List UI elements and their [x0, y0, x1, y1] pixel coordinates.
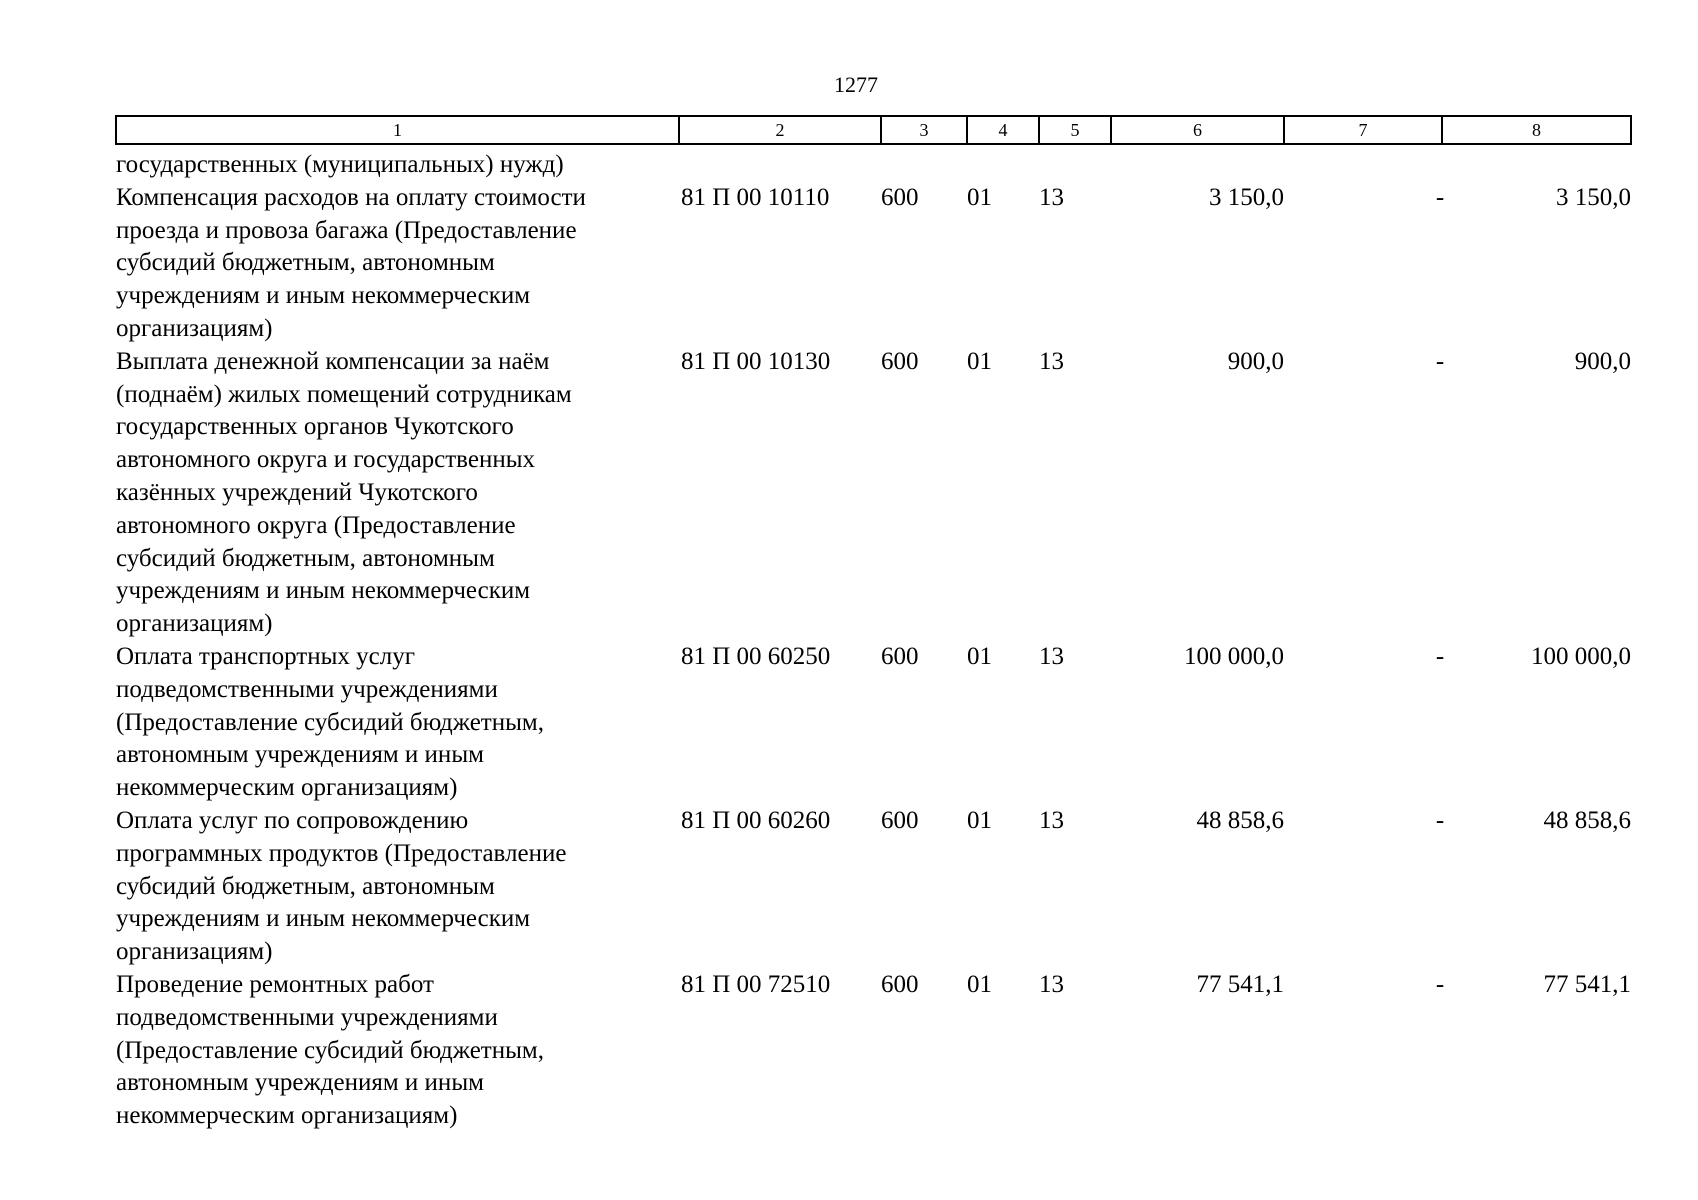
- table-row: [116, 969, 1631, 1133]
- row-sum8-cell: 48 858,6: [1543, 806, 1631, 834]
- row-sum6-cell: 900,0: [1227, 347, 1284, 375]
- table-row: [116, 182, 1631, 346]
- row-sum7-cell: [1284, 805, 1445, 969]
- row-sum6-cell: 100 000,0: [1184, 642, 1284, 670]
- row-name-line: некоммерческим организациям): [116, 1102, 458, 1130]
- row-sum7-cell: [1284, 969, 1445, 1133]
- row-rz-cell: 01: [967, 642, 992, 670]
- row-sum7-cell: [1284, 182, 1445, 346]
- row-sum6-cell: 3 150,0: [1209, 183, 1284, 211]
- row-name-line: автономного округа и государственных: [116, 446, 535, 474]
- row-name-line: автономного округа (Предоставление: [116, 511, 516, 539]
- budget-table: [115, 115, 1632, 1133]
- row-code-cell: 81 П 00 10110: [681, 183, 830, 211]
- row-sum7-value: -: [1435, 642, 1445, 670]
- row-sum7-value: -: [1435, 970, 1445, 998]
- table-row: [116, 346, 1631, 641]
- table-row: [116, 641, 1631, 805]
- row-sum7-cell: [1284, 641, 1445, 805]
- row-name-line: Проведение ремонтных работ: [116, 970, 434, 998]
- table-body: [116, 144, 1631, 1133]
- page-number: 1277: [834, 72, 878, 97]
- row-code-cell: 81 П 00 60260: [681, 806, 831, 834]
- row-name-cell: [116, 346, 679, 641]
- row-name-line: казённых учреждений Чукотского: [116, 478, 478, 506]
- continuation-text: государственных (муниципальных) нужд): [116, 151, 564, 178]
- table-header: [116, 116, 1631, 144]
- row-name-line: Оплата транспортных услуг: [116, 642, 415, 670]
- row-rz-cell: 01: [967, 347, 992, 375]
- row-sum7-cell: [1284, 346, 1445, 641]
- row-name-line: (Предоставление субсидий бюджетным,: [116, 708, 544, 736]
- row-name-line: автономным учреждениям и иным: [116, 1069, 484, 1097]
- header-cell-3: 3: [881, 116, 967, 144]
- row-sum6-cell: 48 858,6: [1196, 806, 1284, 834]
- header-row: [116, 116, 1631, 144]
- row-name-line: проезда и провоза багажа (Предоставление: [116, 216, 577, 244]
- row-name-line: субсидий бюджетным, автономным: [116, 872, 495, 900]
- row-name-cell: [116, 182, 679, 346]
- row-name-line: подведомственными учреждениями: [116, 675, 498, 703]
- row-name-line: организациям): [116, 610, 273, 638]
- row-rz-cell: 01: [967, 806, 992, 834]
- header-cell-4: 4: [967, 116, 1039, 144]
- row-name-line: субсидий бюджетным, автономным: [116, 249, 495, 277]
- row-name-line: организациям): [116, 938, 273, 966]
- row-name-line: учреждениям и иным некоммерческим: [116, 577, 531, 605]
- row-sum8-cell: 3 150,0: [1556, 183, 1631, 211]
- row-name-line: Компенсация расходов на оплату стоимости: [116, 183, 586, 211]
- row-name-line: Выплата денежной компенсации за наём: [116, 347, 550, 375]
- row-name-line: программных продуктов (Предоставление: [116, 839, 567, 867]
- row-rz-cell: 01: [967, 183, 992, 211]
- row-rz-cell: 01: [967, 970, 992, 998]
- row-name-cell: [116, 641, 679, 805]
- row-sum8-cell: 900,0: [1574, 347, 1631, 375]
- row-name-line: организациям): [116, 314, 273, 342]
- continuation-row: [116, 144, 1631, 182]
- row-name-line: Оплата услуг по сопровождению: [116, 806, 469, 834]
- row-pr-cell: 13: [1039, 347, 1064, 375]
- row-name-line: некоммерческим организациям): [116, 774, 458, 802]
- row-vr-cell: 600: [881, 970, 919, 998]
- row-code-cell: 81 П 00 10130: [681, 347, 831, 375]
- budget-table-container: [115, 115, 1630, 1133]
- row-pr-cell: 13: [1039, 970, 1064, 998]
- row-sum7-value: -: [1435, 347, 1445, 375]
- row-sum8-cell: 100 000,0: [1531, 642, 1631, 670]
- row-name-line: автономным учреждениям и иным: [116, 741, 484, 769]
- header-cell-6: 6: [1111, 116, 1284, 144]
- header-cell-2: 2: [679, 116, 881, 144]
- row-code-cell: 81 П 00 72510: [681, 970, 831, 998]
- row-vr-cell: 600: [881, 347, 919, 375]
- row-sum6-cell: 77 541,1: [1196, 970, 1284, 998]
- row-sum8-cell: 77 541,1: [1543, 970, 1631, 998]
- row-name-line: подведомственными учреждениями: [116, 1003, 498, 1031]
- header-cell-1: 1: [116, 116, 679, 144]
- row-vr-cell: 600: [881, 183, 919, 211]
- row-vr-cell: 600: [881, 806, 919, 834]
- row-name-cell: [116, 805, 679, 969]
- table-row: [116, 805, 1631, 969]
- row-name-line: учреждениям и иным некоммерческим: [116, 905, 531, 933]
- row-name-line: субсидий бюджетным, автономным: [116, 544, 495, 572]
- header-cell-7: 7: [1284, 116, 1442, 144]
- row-pr-cell: 13: [1039, 642, 1064, 670]
- row-name-line: (поднаём) жилых помещений сотрудникам: [116, 380, 572, 408]
- row-name-cell: [116, 969, 679, 1133]
- row-name-line: (Предоставление субсидий бюджетным,: [116, 1036, 544, 1064]
- row-vr-cell: 600: [881, 642, 919, 670]
- header-cell-8: 8: [1442, 116, 1631, 144]
- row-sum7-value: -: [1435, 806, 1445, 834]
- row-sum7-value: -: [1435, 183, 1445, 211]
- row-name-line: учреждениям и иным некоммерческим: [116, 282, 531, 310]
- header-cell-5: 5: [1039, 116, 1111, 144]
- row-pr-cell: 13: [1039, 183, 1064, 211]
- row-pr-cell: 13: [1039, 806, 1064, 834]
- row-code-cell: 81 П 00 60250: [681, 642, 831, 670]
- row-name-line: государственных органов Чукотского: [116, 413, 514, 441]
